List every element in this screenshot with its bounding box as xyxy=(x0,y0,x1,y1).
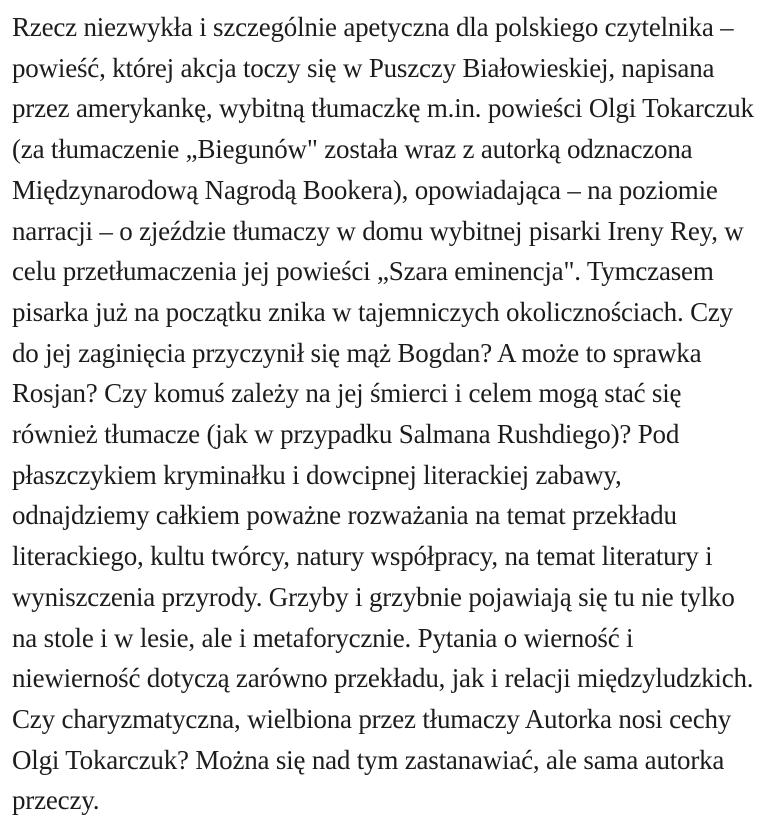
text-line: Rosjan? Czy komuś zależy na jej śmierci i celem mogą stać się xyxy=(12,378,682,409)
text-line: do jej zaginięcia przyczynił się mąż Bogdan? A może to sprawka xyxy=(12,337,702,368)
text-line: narracji – o zjeździe tłumaczy w domu wybitnej pisarki Ireny Rey, w xyxy=(12,215,744,246)
text-line: również tłumacze (jak w przypadku Salmana Rushdiego)? Pod xyxy=(12,419,680,450)
paragraph xyxy=(12,7,778,821)
text-line: płaszczykiem kryminałku i dowcipnej literackiej zabawy, xyxy=(12,459,622,490)
text-line: odnajdziemy całkiem poważne rozważania na temat przekładu xyxy=(12,500,677,531)
text-line: Olgi Tokarczuk? Można się nad tym zastanawiać, ale sama autorka xyxy=(12,744,725,775)
text-line: literackiego, kultu twórcy, natury współpracy, na temat literatury i xyxy=(12,541,713,572)
text-line: Rzecz niezwykła i szczególnie apetyczna dla polskiego czytelnika – xyxy=(12,12,734,42)
text-line: pisarka już na początku znika w tajemniczych okolicznościach. Czy xyxy=(12,296,733,327)
text-line: Czy charyzmatyczna, wielbiona przez tłumaczy Autorka nosi cechy xyxy=(12,703,732,734)
text-line: celu przetłumaczenia jej powieści „Szara eminencja". Tymczasem xyxy=(12,256,714,287)
text-line: (za tłumaczenie „Biegunów" została wraz z autorką odznaczona xyxy=(12,134,693,165)
text-line: na stole i w lesie, ale i metaforycznie. Pytania o wierność i xyxy=(12,622,634,653)
text-line: przez amerykankę, wybitną tłumaczkę m.in. powieści Olgi Tokarczuk xyxy=(12,93,754,124)
text-line: Międzynarodową Nagrodą Bookera), opowiadająca – na poziomie xyxy=(12,174,718,205)
text-line: wyniszczenia przyrody. Grzyby i grzybnie pojawiają się tu nie tylko xyxy=(12,581,735,612)
text-line: przeczy. xyxy=(12,785,100,816)
text-line: powieść, której akcja toczy się w Puszczy Białowieskiej, napisana xyxy=(12,52,715,83)
text-line: niewierność dotyczą zarówno przekładu, jak i relacji międzyludzkich. xyxy=(12,663,754,694)
